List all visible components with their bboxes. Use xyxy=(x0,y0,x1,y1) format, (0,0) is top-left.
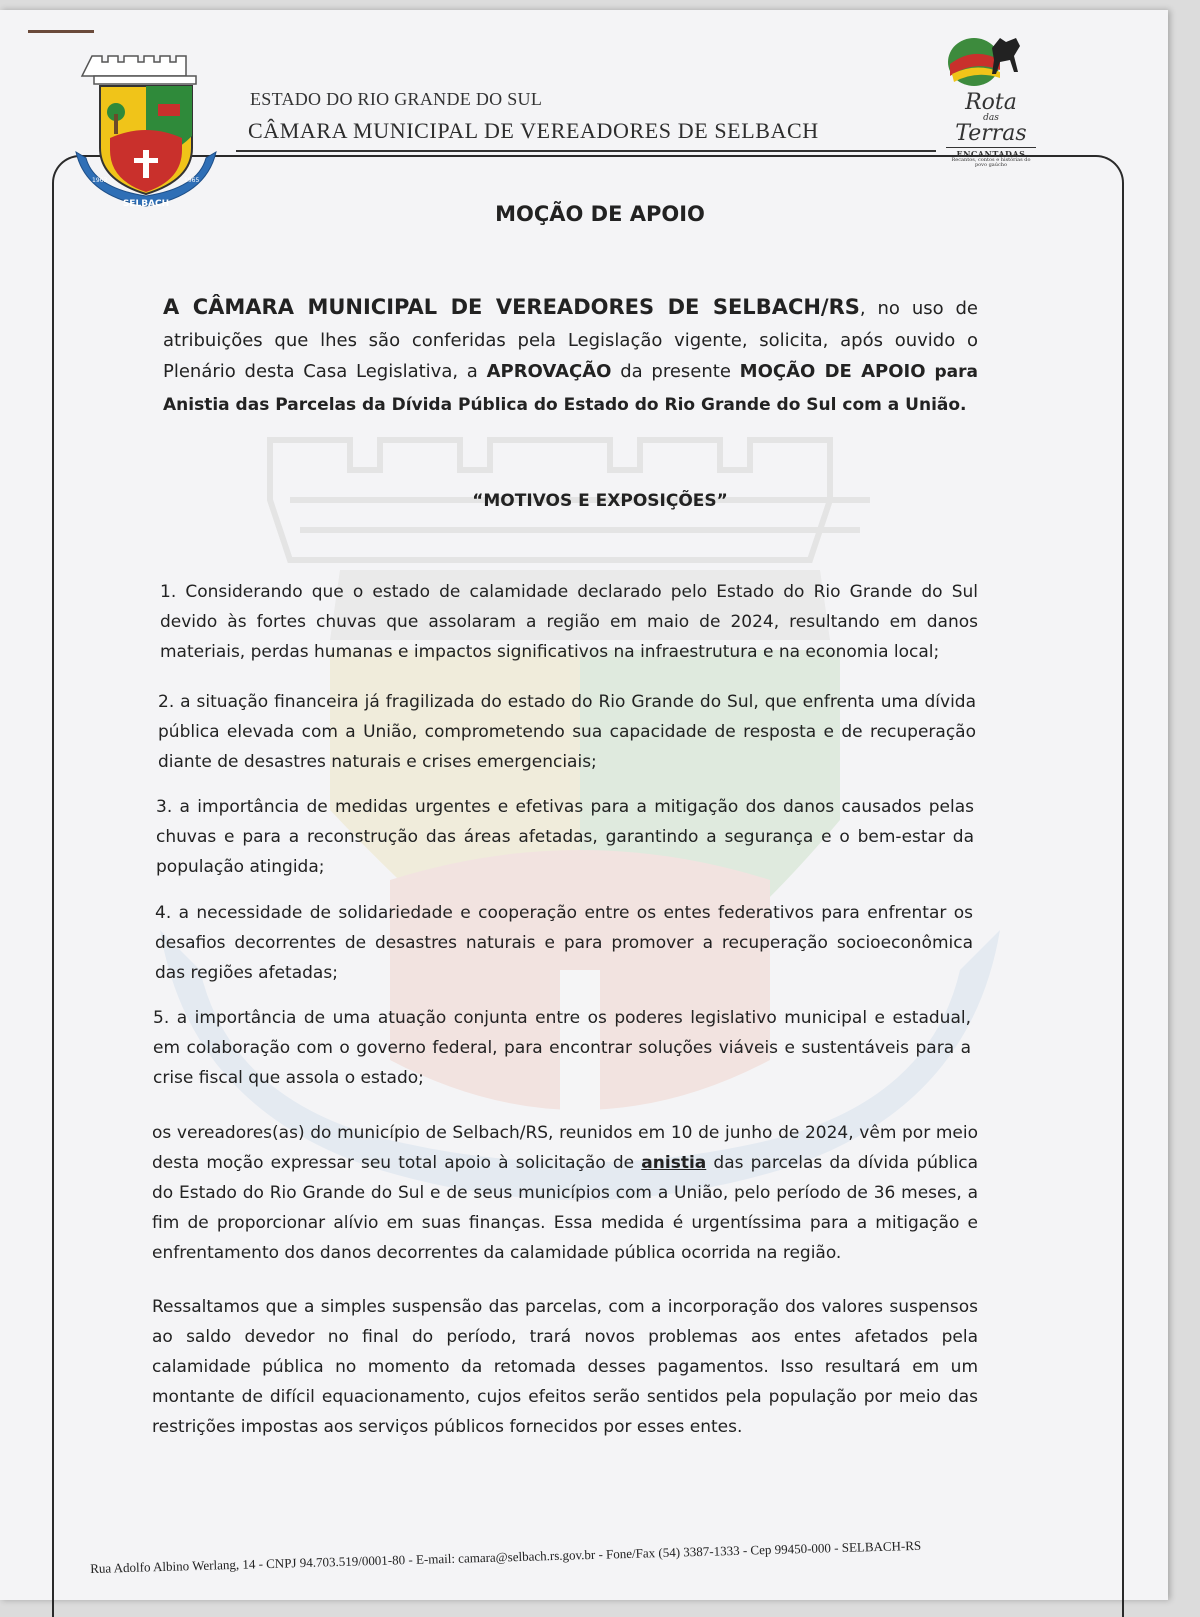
reason-item-1: 1. Considerando que o estado de calamidade declarado pelo Estado do Rio Grande do Sul devido às fortes chuvas que assolaram a região em maio de 2024, resultando em danos materiais, perdas humanas e impactos significativos na infraestrutura e na economia local; xyxy=(160,582,978,662)
header-state: ESTADO DO RIO GRANDE DO SUL xyxy=(250,89,543,109)
crest-year-left: 1963 xyxy=(92,177,108,184)
intro-approval: APROVAÇÃO xyxy=(486,361,612,382)
intro-text1: , no uso de atribuições que lhes são conferidas pela Legislação vigente, solicita, após ouvido o Plenário desta Casa Legislativa, a xyxy=(163,298,979,382)
horse-rider-icon xyxy=(940,30,1040,92)
intro-motion: MOÇÃO DE APOIO xyxy=(739,361,926,382)
pen-mark xyxy=(28,30,94,33)
rota-logo-line4: ENCANTADAS xyxy=(946,147,1036,158)
closing-paragraph: Ressaltamos que a simples suspensão das parcelas, com a incorporação dos valores suspensos ao saldo devedor no final do período, trará novos problemas aos entes afetados pela calamidade pública no momento da retomada desses pagamentos. Isso resultará em um montante de difícil equacionamento, cujos efeitos serão sentidos pela população por meio das restrições impostas aos serviços públicos fornecidos por esses entes. xyxy=(152,1297,978,1437)
conclusion-paragraph xyxy=(152,1118,978,1268)
conclusion-after: das parcelas da dívida pública do Estado do Rio Grande do Sul e de seus municípios com a União, pelo período de 36 meses, a fim de proporcionar alívio em suas finanças. Essa medida é urgentíssima para a mitigação e enfrentamento dos danos decorrentes da calamidade pública ocorrida na região. xyxy=(152,1153,978,1263)
reason-item-2: 2. a situação financeira já fragilizada do estado do Rio Grande do Sul, que enfrenta uma dívida pública elevada com a União, comprometendo sua capacidade de resposta e de recuperação diante de desastres naturais e crises emergenciais; xyxy=(158,692,976,772)
selbach-crest-logo xyxy=(70,42,220,214)
reason-item-4: 4. a necessidade de solidariedade e cooperação entre os entes federativos para enfrentar os desafios decorrentes de desastres naturais e para promover a recuperação socioeconômica das regiões afetadas; xyxy=(155,903,973,983)
rota-logo-line1: Rota xyxy=(965,90,1017,115)
rota-logo-line3: Terras xyxy=(955,121,1027,146)
crest-year-right: 1965 xyxy=(184,177,200,184)
section-title: “MOTIVOS E EXPOSIÇÕES” xyxy=(472,491,728,511)
header-chamber: CÂMARA MUNICIPAL DE VEREADORES DE SELBACH xyxy=(248,118,819,143)
intro-text3: para Anistia das Parcelas da Dívida Pública do Estado do Rio Grande do Sul com a União. xyxy=(163,362,978,415)
reason-item-5: 5. a importância de uma atuação conjunta entre os poderes legislativo municipal e estadual, em colaboração com o governo federal, para encontrar soluções viáveis e sustentáveis para a crise fiscal que assola o estado; xyxy=(153,1008,971,1088)
conclusion-before: os vereadores(as) do município de Selbach/RS, reunidos em 10 de junho de 2024, vêm por meio desta moção expressar seu total apoio à solicitação de xyxy=(152,1123,978,1173)
rota-das-terras-logo xyxy=(940,30,1040,170)
intro-paragraph xyxy=(163,292,978,421)
intro-lead: A CÂMARA MUNICIPAL DE VEREADORES DE SELBACH/RS xyxy=(163,295,860,319)
footer-address: Rua Adolfo Albino Werlang, 14 - CNPJ 94.703.519/0001-80 - E-mail: camara@selbach.rs.gov.br - Fone/Fax (54) 3387-1333 - Cep 99450-000 - SELBACH-RS xyxy=(90,1537,922,1576)
rota-logo-line5: Recantos, contos e histórias do povo gaúcho xyxy=(951,157,1031,168)
rota-logo-line2: das xyxy=(983,113,999,123)
conclusion-keyword: anistia xyxy=(641,1153,707,1173)
reason-item-3: 3. a importância de medidas urgentes e efetivas para a mitigação dos danos causados pelas chuvas e para a reconstrução das áreas afetadas, garantindo a segurança e o bem-estar da população atingida; xyxy=(156,797,974,877)
document-title: MOÇÃO DE APOIO xyxy=(495,202,705,226)
header-divider xyxy=(236,150,936,152)
crest-motto: SELBACH xyxy=(122,199,170,209)
intro-text2: da presente xyxy=(611,361,740,382)
